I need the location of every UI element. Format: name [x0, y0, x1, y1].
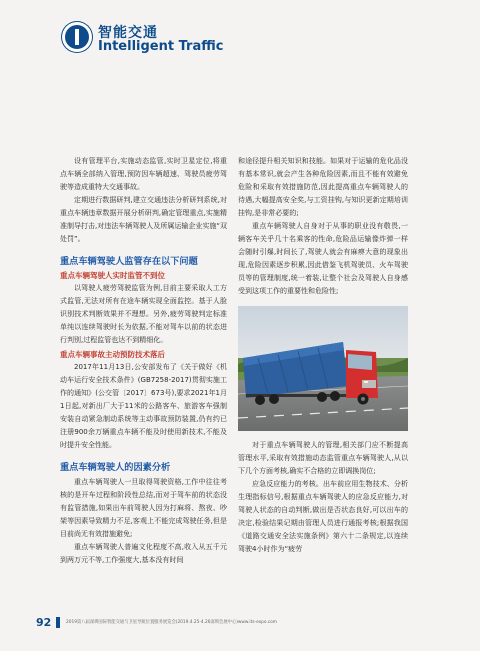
left-column: [60, 155, 227, 567]
paragraph: 2017年11月13日,公安部发布了《关于做好《机动车运行安全技术条件》(GB7258-2017)贯彻实施工作的通知》(公交管〔2017〕673号),要求2021年1月1日起,对新出厂大于11米的公路客车、旅游客车强制安装自动紧急制动系统等主动事故预防装置,仍有约已注册900余万辆重点车辆不能及时使用新技术,不能及时提升安全性能。: [60, 363, 227, 449]
paragraph: 重点车辆驾驶人普遍文化程度不高,收入从五千元到两万元不等,工作强度大,基本没有时间: [60, 543, 227, 564]
page-footer: [36, 613, 456, 633]
paragraph: 重点车辆驾驶人自身对于从事的职业没有敬畏,一辆客车关乎几十名乘客的性命,危险品运输像炸弹一样会随时引爆,时间长了,驾驶人就会有麻痹大意的现象出现,危险因素逐步积累,因此借鉴飞机驾驶员、火车驾驶员等的管理制度,统一着装,让整个社会及驾驶人自身感受到这项工作的重要性和危险性;: [238, 222, 408, 295]
paragraph: 对于重点车辆驾驶人的管理,相关部门应不断提高管理水平,采取有效措施动态监管重点车辆驾驶人,从以下几个方面考核,确实不合格的立即调换岗位;: [238, 441, 408, 475]
paragraph: 和途径提升相关知识和技能。如果对于运输的危化品没有基本常识,就会产生各种危险因素,而且不能有效避免危险和采取有效措施防范,因此提高重点车辆驾驶人的待遇,大幅提高安全奖,与工资挂钩,与知识更新定期培训挂钩,是非常必要的;: [238, 157, 408, 217]
section-badge-icon: [62, 22, 92, 52]
subheading: 重点车辆驾驶人实时监管不到位: [60, 271, 165, 280]
truck-photo: [238, 306, 408, 431]
footer-text: 2019第八届深圳国际智能交通与卫星导航位置服务展览会(2019.4.25-4.26深圳会展中心)www.its-expo.com: [66, 620, 277, 625]
right-column: [238, 155, 408, 556]
section-heading: 重点车辆驾驶人的因素分析: [60, 462, 171, 473]
section-title-en: Intelligent Traffic: [98, 39, 224, 54]
subheading: 重点车辆事故主动预防技术落后: [60, 350, 165, 359]
paragraph: 定期进行数据研判,建立交通违法分析研判系统,对重点车辆违章数据开展分析研判,确定管理重点,实施精准制导打击,对违法车辆驾驶人及所属运输企业实施“双处罚”。: [60, 196, 227, 243]
footer-divider: [56, 617, 60, 628]
section-title-cn: 智能交通: [98, 25, 158, 41]
paragraph: 以驾驶人疲劳驾驶监管为例,目前主要采取人工方式监管,无法对所有在途车辆实现全面监控。基于人脸识别技术判断效果并不理想。另外,疲劳驾驶判定标准单纯以连续驾驶时长为依据,不能对驾车以前的状态进行判别,过程监管也达不到精细化。: [60, 284, 227, 344]
page-number: 92: [36, 616, 52, 629]
section-heading: 重点车辆驾驶人监管存在以下问题: [60, 256, 198, 267]
paragraph: 重点车辆驾驶人一旦取得驾驶资格,工作中往往考核的是开车过程和阶段性总结,而对于驾车前的状态没有监管措施,如果出车前驾驶人因为打麻将、熬夜、吵架等因素导致精力不足,客观上不能完成驾驶任务,但是目前尚无有效措施避免;: [60, 478, 227, 538]
paragraph: 应急反应能力的考核。出车前应用生物技术、分析生理指标信号,根据重点车辆驾驶人的应急反应能力,对驾驶人状态的自动判断,做出是否状态良好,可以出车的决定,检验结果记期由管理人员进行通报考核;根据我国《道路交通安全法实施条例》第六十二条规定,以连续驾驶4小时作为“疲劳: [238, 480, 408, 553]
paragraph: 设有管理平台,实施动态监管,实时卫星定位,将重点车辆全部纳入管理,预防因车辆超速、驾驶员疲劳驾驶等造成重特大交通事故。: [60, 157, 227, 191]
